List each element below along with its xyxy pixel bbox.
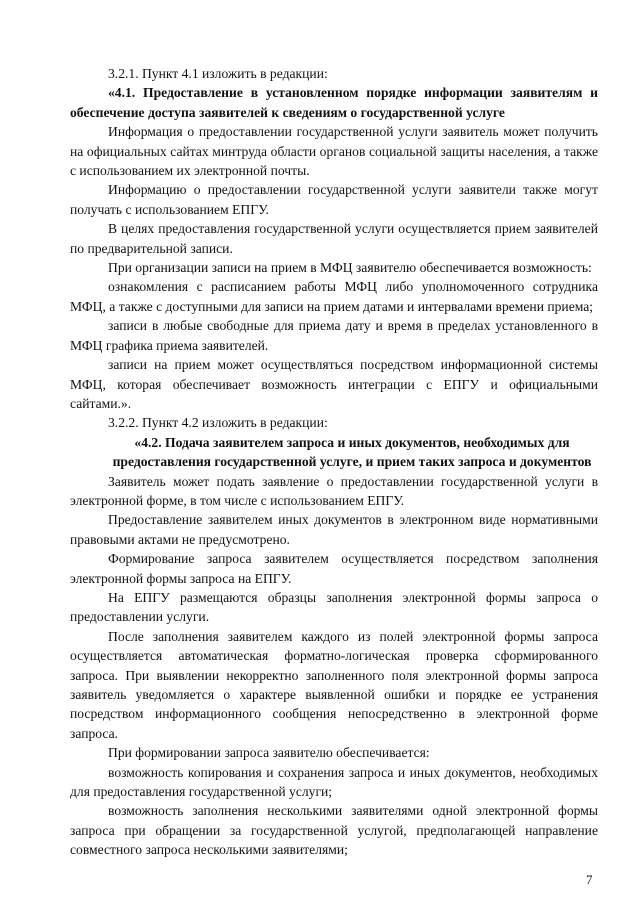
- page-number: 7: [586, 872, 593, 887]
- section-title-4-1: «4.1. Предоставление в установленном порядке информации заявителям и обеспечение доступа заявителей к сведениям о государственной услуге: [70, 85, 598, 120]
- section-title-4-2: «4.2. Подача заявителем запроса и иных документов, необходимых для предоставления государственной услуге, и прием таких запроса и документов: [112, 434, 592, 470]
- paragraph: возможность заполнения несколькими заявителями одной электронной формы запроса при обращении за государственной услугой, предполагающей направление совместного запроса несколькими заявителями;: [70, 803, 598, 858]
- paragraph: Информация о предоставлении государственной услуги заявитель может получить на официальных сайтах минтруда области органов социальной защиты населения, а также с использованием их электронной почты.: [70, 124, 598, 179]
- paragraph: Информацию о предоставлении государственной услуги заявители также могут получать с использованием ЕПГУ.: [70, 182, 598, 217]
- paragraph: Предоставление заявителем иных документов в электронном виде нормативными правовыми актами не предусмотрено.: [70, 512, 598, 547]
- paragraph: В целях предоставления государственной услуги осуществляется прием заявителей по предварительной записи.: [70, 221, 598, 256]
- paragraph: записи на прием может осуществляться посредством информационной системы МФЦ, которая обеспечивает возможность интеграции с ЕПГУ и официальными сайтами.».: [70, 357, 598, 411]
- paragraph-3-2-1: 3.2.1. Пункт 4.1 изложить в редакции:: [108, 66, 328, 81]
- paragraph: записи в любые свободные для приема дату и время в пределах установленного в МФЦ графика приема заявителей.: [70, 318, 598, 353]
- paragraph: При формировании запроса заявителю обеспечивается:: [108, 745, 430, 761]
- paragraph: возможность копирования и сохранения запроса и иных документов, необходимых для предоставления государственной услуги;: [70, 764, 598, 800]
- paragraph: На ЕПГУ размещаются образцы заполнения электронной формы запроса о предоставлении услуги.: [70, 589, 598, 625]
- paragraph: После заполнения заявителем каждого из полей электронной формы запроса осуществляется автоматическая форматно-логическая проверка сформированного запроса. При выявлении некорректно заполненного поля электронной формы запроса заявитель уведомляется о характере выявленной ошибки и порядке ее устранения посредством информационного сообщения непосредственно в электронной форме запроса.: [70, 628, 598, 741]
- paragraph: Формирование запроса заявителем осуществляется посредством заполнения электронной формы запроса на ЕПГУ.: [70, 551, 598, 586]
- paragraph: При организации записи на прием в МФЦ заявителю обеспечивается возможность:: [108, 260, 592, 276]
- paragraph-3-2-2: 3.2.2. Пункт 4.2 изложить в редакции:: [108, 415, 328, 431]
- paragraph: Заявитель может подать заявление о предоставлении государственной услуги в электронной форме, в том числе с использованием ЕПГУ.: [70, 473, 598, 508]
- document-page: [70, 64, 598, 860]
- paragraph: ознакомления с расписанием работы МФЦ либо уполномоченного сотрудника МФЦ, а также с доступными для записи на прием датами и интервалами времени приема;: [70, 279, 598, 314]
